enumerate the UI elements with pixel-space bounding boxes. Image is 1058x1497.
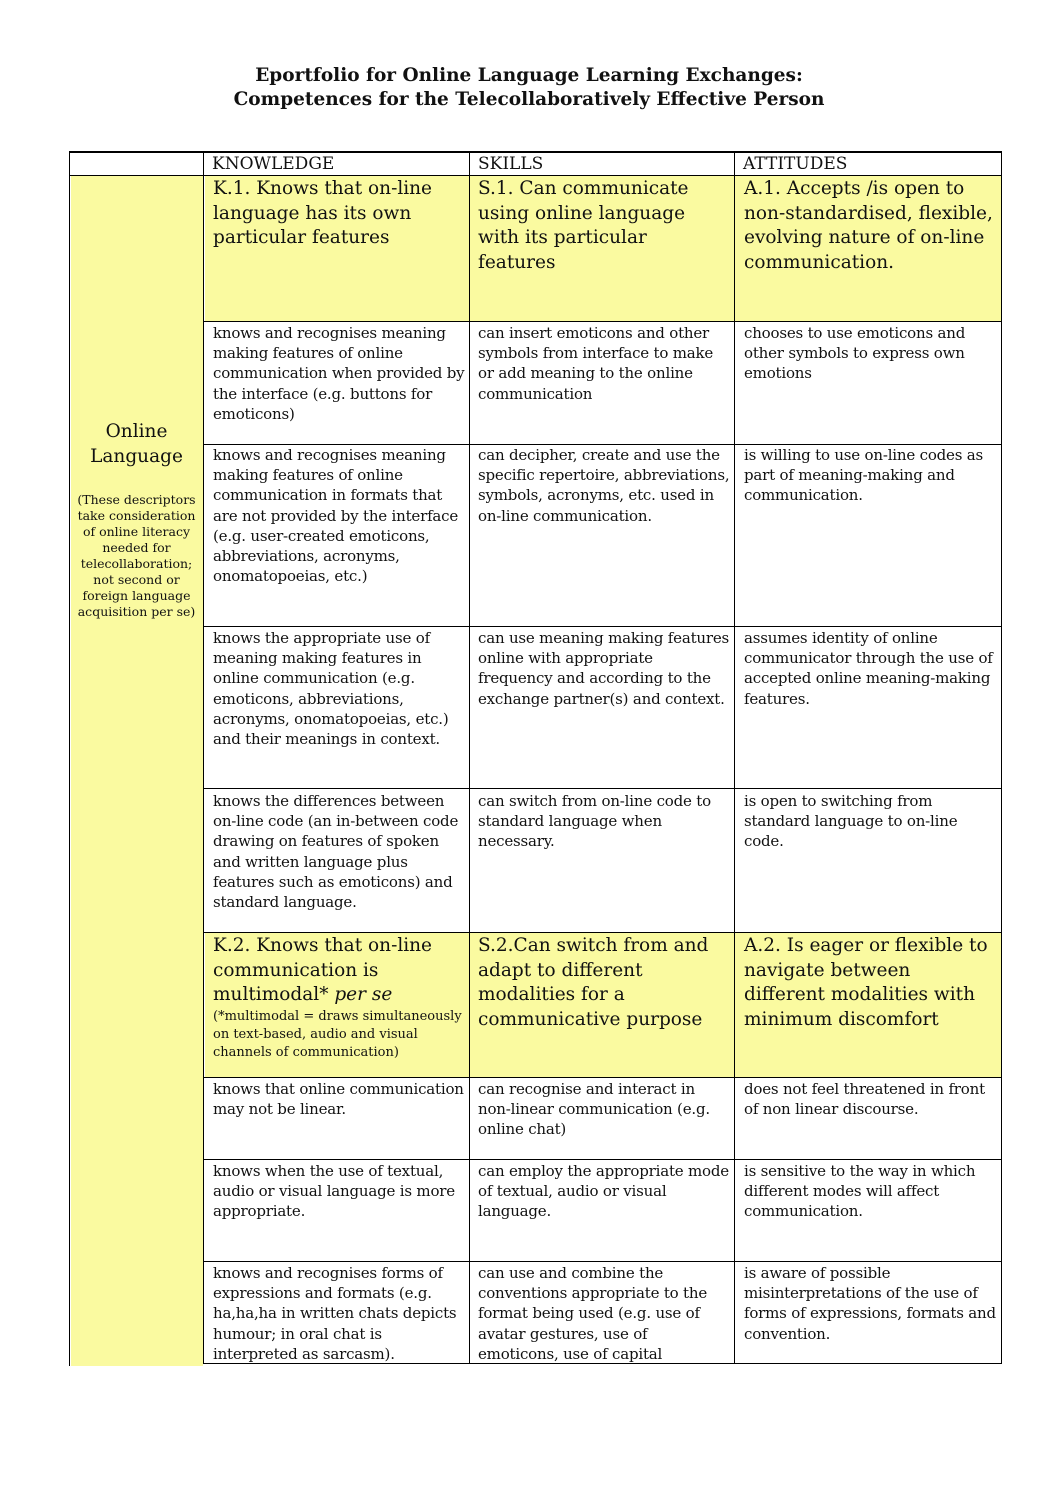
d2-3-skills: can use and combine the conventions appropriate to the format being used (e.g. use of avatar gestures, use of emoticons, use of capital: [478, 1264, 708, 1363]
row-divider: [204, 932, 1002, 933]
row-divider: [204, 1261, 1002, 1262]
competence2-skills: S.2.Can switch from and adapt to different modalities for a communicative purpose: [478, 935, 709, 1030]
competence2-knowledge-italic: per se: [334, 984, 393, 1005]
competence1-attitudes: A.1. Accepts /is open to non-standardised, flexible, evolving nature of on-line communication.: [744, 178, 993, 273]
title-line-1: Eportfolio for Online Language Learning Exchanges:: [255, 65, 803, 86]
d2-1-attitudes: does not feel threatened in front of non linear discourse.: [744, 1080, 985, 1119]
d2-1-knowledge: knows that online communication may not be linear.: [213, 1080, 464, 1119]
document-title: [0, 64, 1058, 112]
header-bottom-border: [69, 175, 1002, 176]
d2-3-knowledge: knows and recognises forms of expressions and formats (e.g. ha,ha,ha in written chats depicts humour; in oral chat is interpreted as sarcasm).: [213, 1264, 457, 1363]
left-border: [69, 151, 70, 1366]
competence2-knowledge-main: K.2. Knows that on-line communication is multimodal*: [213, 935, 433, 1005]
row-divider: [204, 321, 1002, 322]
header-attitudes: ATTITUDES: [743, 154, 848, 174]
table-top-border: [69, 151, 1002, 153]
column-divider: [734, 151, 735, 1364]
row-divider: [204, 444, 1002, 445]
column-divider: [203, 151, 204, 1364]
d2-2-skills: can employ the appropriate mode of textual, audio or visual language.: [478, 1162, 729, 1221]
d1-2-knowledge: knows and recognises meaning making features of online communication in formats that are not provided by the interface (e.g. user-created emoticons, abbreviations, acronyms, onomatopoeias, etc.): [213, 446, 459, 586]
d2-1-skills: can recognise and interact in non-linear communication (e.g. online chat): [478, 1080, 710, 1139]
table-bottom-border: [204, 1363, 1002, 1364]
competence2-knowledge: [205, 933, 469, 1062]
category-name-line-2: Language: [90, 446, 183, 467]
d1-2-attitudes: is willing to use on-line codes as part of meaning-making and communication.: [744, 446, 984, 505]
d1-4-attitudes: is open to switching from standard language to on-line code.: [744, 792, 958, 851]
d2-2-knowledge: knows when the use of textual, audio or visual language is more appropriate.: [213, 1162, 455, 1221]
row-divider: [204, 626, 1002, 627]
column-divider: [469, 151, 470, 1364]
header-skills: SKILLS: [478, 154, 544, 174]
competence1-knowledge: K.1. Knows that on-line language has its own particular features: [213, 178, 433, 248]
competence2-knowledge-note: (*multimodal = draws simultaneously on text-based, audio and visual channels of communication): [213, 1008, 462, 1060]
row-divider: [204, 1077, 1002, 1078]
d1-1-attitudes: chooses to use emoticons and other symbols to express own emotions: [744, 324, 966, 383]
category-note: (These descriptors take consideration of online literacy needed for telecollaboration; not second or foreign language acquisition per se): [77, 492, 196, 619]
d1-3-knowledge: knows the appropriate use of meaning making features in online communication (e.g. emoticons, abbreviations, acronyms, onomatopoeias, etc.) and their meanings in context.: [213, 629, 449, 749]
d1-1-skills: can insert emoticons and other symbols from interface to make or add meaning to the online communication: [478, 324, 714, 403]
d1-1-knowledge: knows and recognises meaning making features of online communication when provided by the interface (e.g. buttons for emoticons): [213, 324, 465, 423]
row-divider: [204, 788, 1002, 789]
header-knowledge: KNOWLEDGE: [212, 154, 335, 174]
right-border: [1001, 151, 1002, 1364]
d2-2-attitudes: is sensitive to the way in which different modes will affect communication.: [744, 1162, 976, 1221]
d1-4-skills: can switch from on-line code to standard language when necessary.: [478, 792, 711, 851]
category-cell-bg: [71, 176, 203, 1366]
competence2-attitudes: A.2. Is eager or flexible to navigate between different modalities with minimum discomfort: [744, 935, 988, 1030]
d1-2-skills: can decipher, create and use the specific repertoire, abbreviations, symbols, acronyms, etc. used in on-line communication.: [478, 446, 730, 525]
d1-4-knowledge: knows the differences between on-line code (an in-between code drawing on features of spoken and written language plus features such as emoticons) and standard language.: [213, 792, 459, 912]
title-line-2: Competences for the Telecollaboratively Effective Person: [233, 89, 825, 110]
row-divider: [204, 1159, 1002, 1160]
d1-3-attitudes: assumes identity of online communicator through the use of accepted online meaning-making features.: [744, 629, 993, 708]
d1-3-skills: can use meaning making features online with appropriate frequency and according to the exchange partner(s) and context.: [478, 629, 729, 708]
category-name: [69, 419, 204, 469]
d2-3-attitudes: is aware of possible misinterpretations of the use of forms of expressions, formats and convention.: [744, 1264, 996, 1343]
category-name-line-1: Online: [105, 421, 168, 442]
competence1-skills: S.1. Can communicate using online language with its particular features: [478, 178, 689, 273]
